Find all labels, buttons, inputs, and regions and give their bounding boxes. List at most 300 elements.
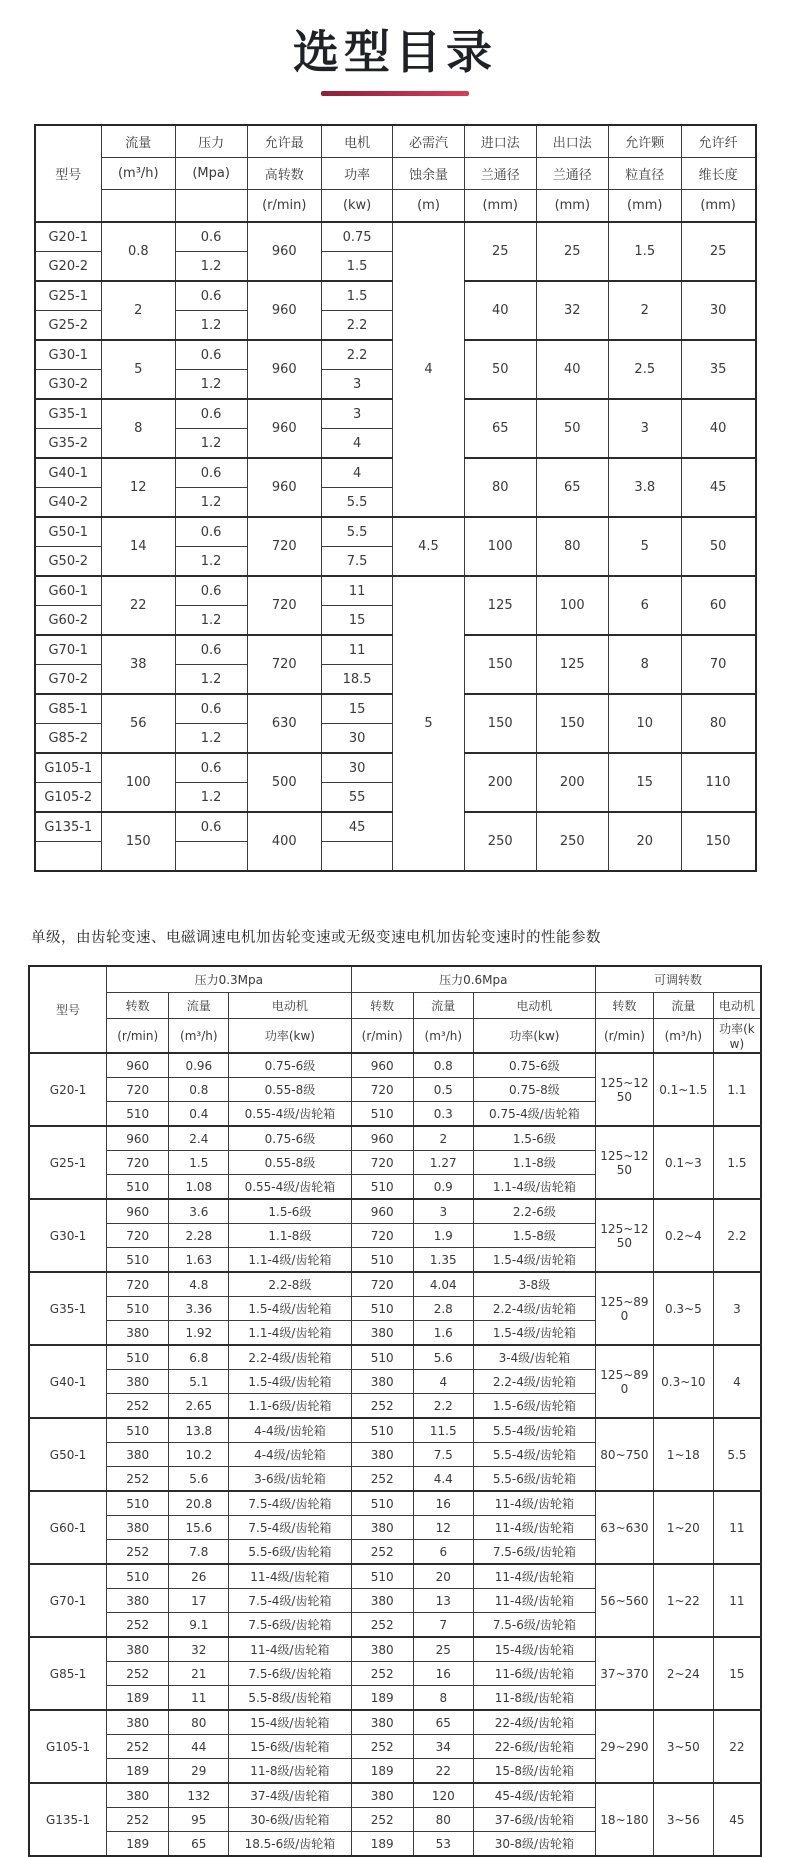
flange-out-cell: 65 [536, 458, 608, 517]
flange-in-cell: 40 [464, 281, 536, 340]
header-cell: 功率(kw) [713, 1019, 761, 1054]
value-cell: 5.5-4级/齿轮箱 [473, 1418, 595, 1443]
section-header-cell: 压力0.3Mpa [107, 966, 351, 993]
model-cell: G70-2 [35, 665, 102, 695]
header-cell: (m³/h) [169, 1019, 229, 1054]
header-cell: 功率 [321, 158, 392, 190]
pressure-cell: 0.6 [175, 340, 247, 370]
header-cell: 允许颗 [608, 125, 681, 158]
speed-cell: 720 [247, 635, 321, 694]
adj-power-cell: 1.5 [713, 1126, 761, 1199]
value-cell: 13.8 [169, 1418, 229, 1443]
value-cell: 2.65 [169, 1394, 229, 1419]
value-cell: 3-8级 [473, 1272, 595, 1297]
header-cell: 高转数 [247, 158, 321, 190]
adj-power-cell: 3 [713, 1272, 761, 1345]
value-cell: 960 [107, 1199, 169, 1224]
value-cell: 252 [351, 1540, 413, 1565]
value-cell: 252 [351, 1735, 413, 1759]
performance-table-body [29, 966, 761, 1856]
header-cell: 压力 [175, 125, 247, 158]
particle-cell: 20 [608, 812, 681, 871]
value-cell: 7.5-6级/齿轮箱 [473, 1613, 595, 1638]
header-model-cell: 型号 [35, 125, 102, 222]
flange-in-cell: 250 [464, 812, 536, 871]
value-cell: 960 [351, 1199, 413, 1224]
value-cell: 252 [351, 1613, 413, 1638]
value-cell: 53 [413, 1832, 473, 1857]
value-cell: 5.5-6级/齿轮箱 [229, 1540, 351, 1565]
speed-cell: 720 [247, 517, 321, 576]
adj-power-cell: 11 [713, 1564, 761, 1637]
section-header-cell: 可调转数 [596, 966, 761, 993]
value-cell: 1.92 [169, 1321, 229, 1346]
value-cell: 37-6级/齿轮箱 [473, 1808, 595, 1832]
adj-power-cell: 22 [713, 1710, 761, 1783]
value-cell: 252 [107, 1613, 169, 1638]
value-cell: 30-6级/齿轮箱 [229, 1808, 351, 1832]
value-cell: 5.5-6级/齿轮箱 [473, 1467, 595, 1492]
value-cell: 380 [351, 1637, 413, 1662]
flange-in-cell: 125 [464, 576, 536, 635]
value-cell: 0.3 [413, 1102, 473, 1127]
flow-cell: 100 [102, 753, 176, 812]
fiber-cell: 70 [681, 635, 755, 694]
value-cell: 252 [107, 1662, 169, 1686]
value-cell: 510 [107, 1102, 169, 1127]
value-cell: 6.8 [169, 1345, 229, 1370]
value-cell: 29 [169, 1759, 229, 1784]
adj-flow-cell: 0.3~10 [653, 1345, 713, 1418]
power-cell: 4 [321, 458, 392, 488]
value-cell: 510 [351, 1564, 413, 1589]
flow-cell: 38 [102, 635, 176, 694]
value-cell: 22-4级/齿轮箱 [473, 1710, 595, 1735]
header-cell: (r/min) [596, 1019, 654, 1054]
value-cell: 2.2-4级/齿轮箱 [229, 1345, 351, 1370]
value-cell: 7.5-4级/齿轮箱 [229, 1516, 351, 1540]
pressure-cell: 0.6 [175, 694, 247, 724]
value-cell: 252 [107, 1808, 169, 1832]
value-cell: 11-4级/齿轮箱 [473, 1491, 595, 1516]
value-cell: 720 [351, 1272, 413, 1297]
adj-flow-cell: 0.1~3 [653, 1126, 713, 1199]
value-cell: 1.1-4级/齿轮箱 [229, 1248, 351, 1273]
header-cell: 维长度 [681, 158, 755, 190]
header-cell [175, 190, 247, 223]
model-cell: G25-1 [29, 1126, 107, 1199]
header-cell: 转数 [596, 993, 654, 1019]
value-cell: 380 [351, 1710, 413, 1735]
flange-out-cell: 200 [536, 753, 608, 812]
adj-power-cell: 1.1 [713, 1053, 761, 1126]
header-cell: (mm) [464, 190, 536, 223]
value-cell: 510 [107, 1418, 169, 1443]
adj-speed-cell: 125~890 [596, 1345, 654, 1418]
header-cell: (r/min) [107, 1019, 169, 1054]
value-cell: 3.6 [169, 1199, 229, 1224]
value-cell: 16 [413, 1491, 473, 1516]
value-cell: 380 [351, 1516, 413, 1540]
selection-table-body [35, 125, 756, 871]
power-cell: 7.5 [321, 547, 392, 577]
header-cell: 电动机 [713, 993, 761, 1019]
pressure-cell: 0.6 [175, 399, 247, 429]
header-cell: (m³/h) [102, 158, 176, 190]
header-cell: 允许最 [247, 125, 321, 158]
speed-cell: 960 [247, 340, 321, 399]
value-cell: 3-4级/齿轮箱 [473, 1345, 595, 1370]
particle-cell: 6 [608, 576, 681, 635]
value-cell: 1.27 [413, 1151, 473, 1175]
adj-flow-cell: 3~50 [653, 1710, 713, 1783]
model-cell: G30-2 [35, 370, 102, 400]
value-cell: 189 [107, 1832, 169, 1857]
adj-power-cell: 2.2 [713, 1199, 761, 1272]
particle-cell: 10 [608, 694, 681, 753]
model-cell: G40-1 [29, 1345, 107, 1418]
power-cell: 1.5 [321, 281, 392, 311]
value-cell: 510 [351, 1418, 413, 1443]
value-cell: 720 [351, 1078, 413, 1102]
value-cell: 510 [107, 1248, 169, 1273]
value-cell: 380 [107, 1443, 169, 1467]
value-cell: 252 [351, 1662, 413, 1686]
adj-speed-cell: 37~370 [596, 1637, 654, 1710]
value-cell: 1.5-6级 [473, 1126, 595, 1151]
flange-out-cell: 50 [536, 399, 608, 458]
model-cell: G70-1 [29, 1564, 107, 1637]
value-cell: 0.75-8级 [473, 1078, 595, 1102]
power-cell: 55 [321, 783, 392, 813]
model-cell: G70-1 [35, 635, 102, 665]
value-cell: 4.8 [169, 1272, 229, 1297]
value-cell: 44 [169, 1735, 229, 1759]
speed-cell: 400 [247, 812, 321, 871]
value-cell: 34 [413, 1735, 473, 1759]
value-cell: 15-6级/齿轮箱 [229, 1735, 351, 1759]
value-cell: 380 [351, 1589, 413, 1613]
value-cell: 13 [413, 1589, 473, 1613]
value-cell: 0.55-4级/齿轮箱 [229, 1175, 351, 1200]
note-text: 单级，由齿轮变速、电磁调速电机加齿轮变速或无级变速电机加齿轮变速时的性能参数 [31, 930, 601, 946]
model-cell: G20-1 [29, 1053, 107, 1126]
value-cell: 4 [413, 1370, 473, 1394]
pressure-cell: 1.2 [175, 488, 247, 518]
adj-flow-cell: 0.3~5 [653, 1272, 713, 1345]
selection-table [34, 124, 757, 872]
header-cell: 转数 [107, 993, 169, 1019]
power-cell: 4 [321, 429, 392, 459]
flange-in-cell: 100 [464, 517, 536, 576]
value-cell: 132 [169, 1783, 229, 1808]
value-cell: 380 [107, 1516, 169, 1540]
header-cell: (mm) [608, 190, 681, 223]
value-cell: 252 [351, 1808, 413, 1832]
model-cell: G20-1 [35, 222, 102, 252]
value-cell: 380 [351, 1370, 413, 1394]
power-cell: 18.5 [321, 665, 392, 695]
pressure-cell: 0.6 [175, 458, 247, 488]
header-cell: 流量 [413, 993, 473, 1019]
value-cell: 1.35 [413, 1248, 473, 1273]
speed-cell: 500 [247, 753, 321, 812]
speed-cell: 720 [247, 576, 321, 635]
speed-cell: 630 [247, 694, 321, 753]
value-cell: 7.5-4级/齿轮箱 [229, 1589, 351, 1613]
fiber-cell: 110 [681, 753, 755, 812]
model-cell: G50-2 [35, 547, 102, 577]
pressure-cell [175, 842, 247, 872]
value-cell: 1.1-8级 [473, 1151, 595, 1175]
model-cell: G35-1 [35, 399, 102, 429]
model-cell: G30-1 [35, 340, 102, 370]
pressure-cell: 1.2 [175, 665, 247, 695]
npsh-cell: 4 [393, 222, 464, 517]
fiber-cell: 80 [681, 694, 755, 753]
pressure-cell: 0.6 [175, 576, 247, 606]
value-cell: 1.1-6级/齿轮箱 [229, 1394, 351, 1419]
particle-cell: 2 [608, 281, 681, 340]
value-cell: 45-4级/齿轮箱 [473, 1783, 595, 1808]
value-cell: 11-6级/齿轮箱 [473, 1662, 595, 1686]
value-cell: 2.2 [413, 1394, 473, 1419]
value-cell: 380 [107, 1710, 169, 1735]
value-cell: 1.9 [413, 1224, 473, 1248]
value-cell: 7.5 [413, 1443, 473, 1467]
header-cell: (kw) [321, 190, 392, 223]
value-cell: 3.36 [169, 1297, 229, 1321]
value-cell: 5.5-4级/齿轮箱 [473, 1443, 595, 1467]
fiber-cell: 25 [681, 222, 755, 281]
value-cell: 7.5-4级/齿轮箱 [229, 1491, 351, 1516]
value-cell: 1.63 [169, 1248, 229, 1273]
adj-power-cell: 11 [713, 1491, 761, 1564]
value-cell: 252 [351, 1394, 413, 1419]
flange-in-cell: 80 [464, 458, 536, 517]
flow-cell: 14 [102, 517, 176, 576]
value-cell: 0.4 [169, 1102, 229, 1127]
flow-cell: 56 [102, 694, 176, 753]
value-cell: 1.5-4级/齿轮箱 [229, 1370, 351, 1394]
model-cell: G25-2 [35, 311, 102, 341]
header-cell [102, 190, 176, 223]
value-cell: 1.6 [413, 1321, 473, 1346]
value-cell: 189 [107, 1759, 169, 1784]
pressure-cell: 1.2 [175, 606, 247, 636]
value-cell: 2.4 [169, 1126, 229, 1151]
value-cell: 3-6级/齿轮箱 [229, 1467, 351, 1492]
adj-speed-cell: 125~1250 [596, 1126, 654, 1199]
value-cell: 720 [107, 1151, 169, 1175]
flange-in-cell: 150 [464, 694, 536, 753]
particle-cell: 8 [608, 635, 681, 694]
header-cell: 转数 [351, 993, 413, 1019]
value-cell: 21 [169, 1662, 229, 1686]
model-cell: G35-1 [29, 1272, 107, 1345]
pressure-cell: 0.6 [175, 517, 247, 547]
value-cell: 1.5-4级/齿轮箱 [473, 1321, 595, 1346]
value-cell: 0.55-8级 [229, 1151, 351, 1175]
value-cell: 510 [351, 1297, 413, 1321]
power-cell: 11 [321, 635, 392, 665]
value-cell: 7.5-6级/齿轮箱 [229, 1613, 351, 1638]
flange-in-cell: 65 [464, 399, 536, 458]
value-cell: 2.2-8级 [229, 1272, 351, 1297]
value-cell: 15.6 [169, 1516, 229, 1540]
value-cell: 510 [351, 1248, 413, 1273]
value-cell: 960 [107, 1053, 169, 1078]
value-cell: 30-8级/齿轮箱 [473, 1832, 595, 1857]
fiber-cell: 30 [681, 281, 755, 340]
value-cell: 1.1-4级/齿轮箱 [229, 1321, 351, 1346]
header-cell: (m) [393, 190, 464, 223]
model-cell: G25-1 [35, 281, 102, 311]
value-cell: 1.5-4级/齿轮箱 [473, 1248, 595, 1273]
value-cell: 4.04 [413, 1272, 473, 1297]
value-cell: 11-4级/齿轮箱 [473, 1589, 595, 1613]
value-cell: 510 [351, 1175, 413, 1200]
speed-cell: 960 [247, 399, 321, 458]
value-cell: 2.2-4级/齿轮箱 [473, 1297, 595, 1321]
value-cell: 11-8级/齿轮箱 [229, 1759, 351, 1784]
adj-speed-cell: 56~560 [596, 1564, 654, 1637]
value-cell: 15-8级/齿轮箱 [473, 1759, 595, 1784]
flange-out-cell: 100 [536, 576, 608, 635]
particle-cell: 5 [608, 517, 681, 576]
value-cell: 510 [107, 1345, 169, 1370]
value-cell: 4-4级/齿轮箱 [229, 1418, 351, 1443]
value-cell: 9.1 [169, 1613, 229, 1638]
power-cell [321, 842, 392, 872]
speed-cell: 960 [247, 458, 321, 517]
header-cell: 出口法 [536, 125, 608, 158]
model-cell: G50-1 [35, 517, 102, 547]
value-cell: 80 [169, 1710, 229, 1735]
header-cell: 功率(kw) [229, 1019, 351, 1054]
value-cell: 80 [413, 1808, 473, 1832]
model-cell: G60-1 [29, 1491, 107, 1564]
header-cell: 流量 [169, 993, 229, 1019]
value-cell: 2.8 [413, 1297, 473, 1321]
adj-speed-cell: 80~750 [596, 1418, 654, 1491]
flange-out-cell: 80 [536, 517, 608, 576]
value-cell: 380 [351, 1783, 413, 1808]
particle-cell: 1.5 [608, 222, 681, 281]
value-cell: 37-4级/齿轮箱 [229, 1783, 351, 1808]
value-cell: 510 [107, 1491, 169, 1516]
value-cell: 0.8 [169, 1078, 229, 1102]
flow-cell: 12 [102, 458, 176, 517]
value-cell: 11-4级/齿轮箱 [229, 1564, 351, 1589]
flow-cell: 8 [102, 399, 176, 458]
fiber-cell: 45 [681, 458, 755, 517]
value-cell: 189 [351, 1832, 413, 1857]
value-cell: 510 [351, 1102, 413, 1127]
value-cell: 0.8 [413, 1053, 473, 1078]
value-cell: 20 [413, 1564, 473, 1589]
value-cell: 1.5 [169, 1151, 229, 1175]
value-cell: 720 [351, 1151, 413, 1175]
value-cell: 10.2 [169, 1443, 229, 1467]
speed-cell: 960 [247, 222, 321, 281]
header-cell: 必需汽 [393, 125, 464, 158]
value-cell: 0.9 [413, 1175, 473, 1200]
value-cell: 252 [107, 1540, 169, 1565]
header-cell: 粒直径 [608, 158, 681, 190]
pressure-cell: 0.6 [175, 222, 247, 252]
value-cell: 5.5-8级/齿轮箱 [229, 1686, 351, 1711]
model-cell: G135-1 [29, 1783, 107, 1856]
pressure-cell: 1.2 [175, 724, 247, 754]
flange-out-cell: 125 [536, 635, 608, 694]
header-cell: (m³/h) [653, 1019, 713, 1054]
value-cell: 1.5-6级 [229, 1199, 351, 1224]
value-cell: 380 [351, 1443, 413, 1467]
header-cell: 电动机 [229, 993, 351, 1019]
model-cell: G35-2 [35, 429, 102, 459]
value-cell: 22-6级/齿轮箱 [473, 1735, 595, 1759]
header-cell: (m³/h) [413, 1019, 473, 1054]
adj-flow-cell: 1~20 [653, 1491, 713, 1564]
value-cell: 510 [107, 1297, 169, 1321]
value-cell: 380 [107, 1783, 169, 1808]
flange-out-cell: 32 [536, 281, 608, 340]
value-cell: 0.55-4级/齿轮箱 [229, 1102, 351, 1127]
value-cell: 4-4级/齿轮箱 [229, 1443, 351, 1467]
value-cell: 720 [351, 1224, 413, 1248]
value-cell: 22 [413, 1759, 473, 1784]
header-cell: (mm) [536, 190, 608, 223]
value-cell: 18.5-6级/齿轮箱 [229, 1832, 351, 1857]
adj-power-cell: 15 [713, 1637, 761, 1710]
value-cell: 11-4级/齿轮箱 [473, 1516, 595, 1540]
model-cell: G60-2 [35, 606, 102, 636]
fiber-cell: 50 [681, 517, 755, 576]
value-cell: 16 [413, 1662, 473, 1686]
page-title: 选型目录 [293, 25, 497, 79]
value-cell: 252 [107, 1735, 169, 1759]
adj-flow-cell: 1~22 [653, 1564, 713, 1637]
particle-cell: 15 [608, 753, 681, 812]
flow-cell: 5 [102, 340, 176, 399]
header-cell: (Mpa) [175, 158, 247, 190]
header-model-cell: 型号 [29, 966, 107, 1053]
model-cell: G85-1 [35, 694, 102, 724]
adj-power-cell: 4 [713, 1345, 761, 1418]
npsh-cell: 5 [393, 576, 464, 871]
particle-cell: 3.8 [608, 458, 681, 517]
model-cell: G105-2 [35, 783, 102, 813]
value-cell: 252 [107, 1467, 169, 1492]
value-cell: 95 [169, 1808, 229, 1832]
power-cell: 0.75 [321, 222, 392, 252]
model-cell: G85-2 [35, 724, 102, 754]
power-cell: 3 [321, 399, 392, 429]
power-cell: 30 [321, 753, 392, 783]
model-cell: G40-1 [35, 458, 102, 488]
pressure-cell: 1.2 [175, 429, 247, 459]
power-cell: 2.2 [321, 340, 392, 370]
value-cell: 120 [413, 1783, 473, 1808]
model-cell: G105-1 [29, 1710, 107, 1783]
value-cell: 252 [351, 1467, 413, 1492]
value-cell: 25 [413, 1637, 473, 1662]
pressure-cell: 0.6 [175, 753, 247, 783]
value-cell: 189 [351, 1759, 413, 1784]
value-cell: 15-4级/齿轮箱 [473, 1637, 595, 1662]
value-cell: 7 [413, 1613, 473, 1638]
